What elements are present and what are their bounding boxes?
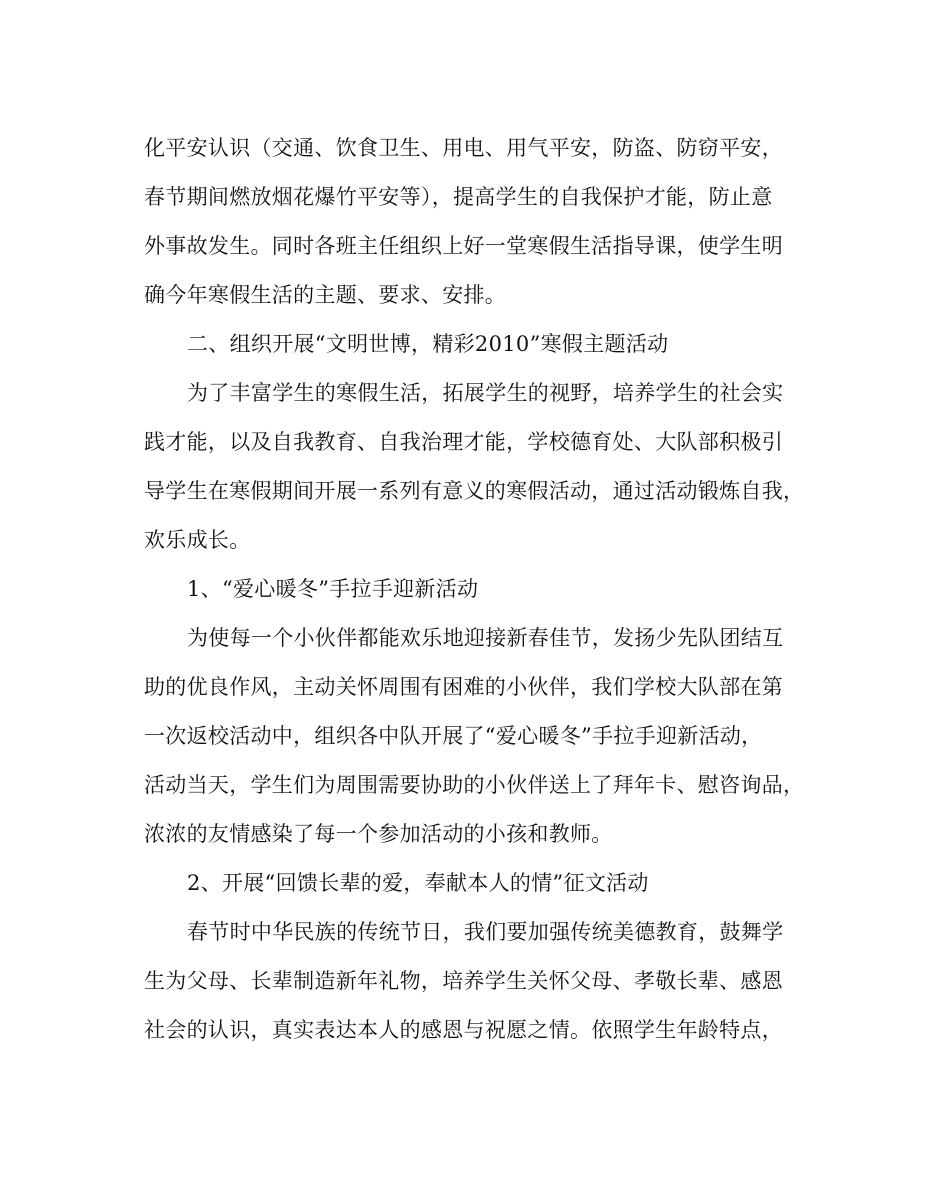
paragraph-line: 生为父母、长辈制造新年礼物，培养学生关怀父母、孝敬长辈、感恩 — [144, 969, 783, 993]
paragraph-line: 为使每一个小伙伴都能欢乐地迎接新春佳节，发扬少先队团结互 — [187, 626, 784, 650]
paragraph-line: 春节期间燃放烟花爆竹平安等），提高学生的自我保护才能，防止意 — [144, 185, 773, 209]
paragraph-line: 欢乐成长。 — [144, 528, 251, 552]
paragraph-line: 社会的认识，真实表达本人的感恩与祝愿之情。依照学生年龄特点， — [144, 1018, 783, 1042]
paragraph-line: 导学生在寒假期间开展一系列有意义的寒假活动，通过活动锻炼自我， — [144, 479, 805, 503]
paragraph-line: 春节时中华民族的传统节日，我们要加强传统美德教育，鼓舞学 — [187, 920, 784, 944]
paragraph-line: 践才能，以及自我教育、自我治理才能，学校德育处、大队部积极引 — [144, 430, 783, 454]
subsection-heading: 2、开展“回馈长辈的爱，奉献本人的情”征文活动 — [187, 871, 649, 895]
section-heading: 二、组织开展“文明世博，精彩2010”寒假主题活动 — [187, 332, 669, 356]
paragraph-line: 外事故发生。同时各班主任组织上好一堂寒假生活指导课，使学生明 — [144, 234, 783, 258]
paragraph-line: 确今年寒假生活的主题、要求、安排。 — [144, 283, 507, 307]
paragraph-line: 活动当天，学生们为周围需要协助的小伙伴送上了拜年卡、慰咨询品， — [144, 773, 805, 797]
subsection-heading: 1、“爱心暖冬”手拉手迎新活动 — [187, 577, 479, 601]
paragraph-line: 化平安认识（交通、饮食卫生、用电、用气平安，防盗、防窃平安， — [144, 136, 783, 160]
paragraph-line: 一次返校活动中，组织各中队开展了“爱心暖冬”手拉手迎新活动， — [144, 724, 763, 748]
paragraph-line: 浓浓的友情感染了每一个参加活动的小孩和教师。 — [144, 822, 613, 846]
paragraph-line: 为了丰富学生的寒假生活，拓展学生的视野，培养学生的社会实 — [187, 381, 784, 405]
paragraph-line: 助的优良作风，主动关怀周围有困难的小伙伴，我们学校大队部在第 — [144, 675, 783, 699]
